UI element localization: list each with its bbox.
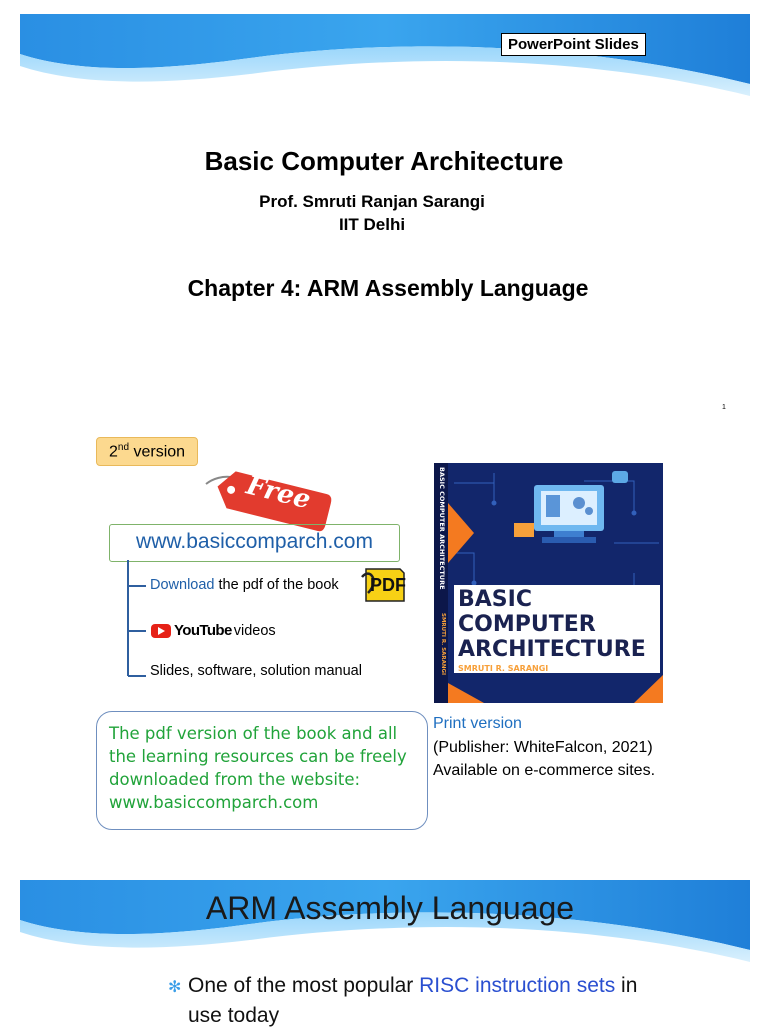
chapter-title: Chapter 4: ARM Assembly Language — [187, 275, 589, 301]
free-tag-label: Free — [243, 470, 314, 516]
website-url-box[interactable]: www.basiccomparch.com — [109, 524, 400, 562]
institution: IIT Delhi — [338, 215, 406, 234]
slide3-title: ARM Assembly Language — [205, 890, 575, 926]
bullet-text: One of the most popular RISC instruction sets in use today — [188, 974, 638, 1027]
pdf-icon: PDF — [360, 567, 406, 603]
download-link[interactable]: Download — [150, 577, 215, 593]
availability-info: Available on e-commerce sites. — [433, 762, 656, 779]
book-cover-image — [434, 463, 663, 703]
powerpoint-slides-tag: PowerPoint Slides — [501, 33, 646, 56]
cover-title-line-2: COMPUTER — [458, 612, 596, 637]
cover-title-line-1: BASIC — [458, 587, 532, 612]
download-item: Download the pdf of the book — [150, 577, 339, 593]
cover-spine-author: SMRUTI R. SARANGI — [440, 613, 446, 676]
resource-tree-connector — [124, 560, 150, 680]
publisher-info: (Publisher: WhiteFalcon, 2021) — [433, 739, 653, 756]
youtube-play-icon — [151, 624, 171, 638]
cover-author: SMRUTI R. SARANGI — [458, 664, 549, 673]
page-number: 1 — [722, 404, 726, 411]
free-resources-note: The pdf version of the book and all the learning resources can be freely downloaded from the website: www.basiccomparch.com — [96, 711, 428, 830]
risc-link: RISC instruction sets — [419, 974, 616, 997]
youtube-item: YouTube videos — [151, 622, 276, 639]
version-badge: 2nd version — [96, 437, 198, 466]
youtube-logo-text: YouTube — [174, 622, 232, 639]
print-version-label: Print version — [433, 715, 522, 732]
cover-title-line-3: ARCHITECTURE — [458, 637, 646, 662]
cover-spine-text: BASIC COMPUTER ARCHITECTURE — [438, 467, 446, 590]
slides-item: Slides, software, solution manual — [150, 663, 362, 679]
bullet-star-icon: ✻ — [168, 979, 182, 996]
author-name: Prof. Smruti Ranjan Sarangi — [259, 192, 485, 211]
book-title: Basic Computer Architecture — [204, 146, 564, 176]
